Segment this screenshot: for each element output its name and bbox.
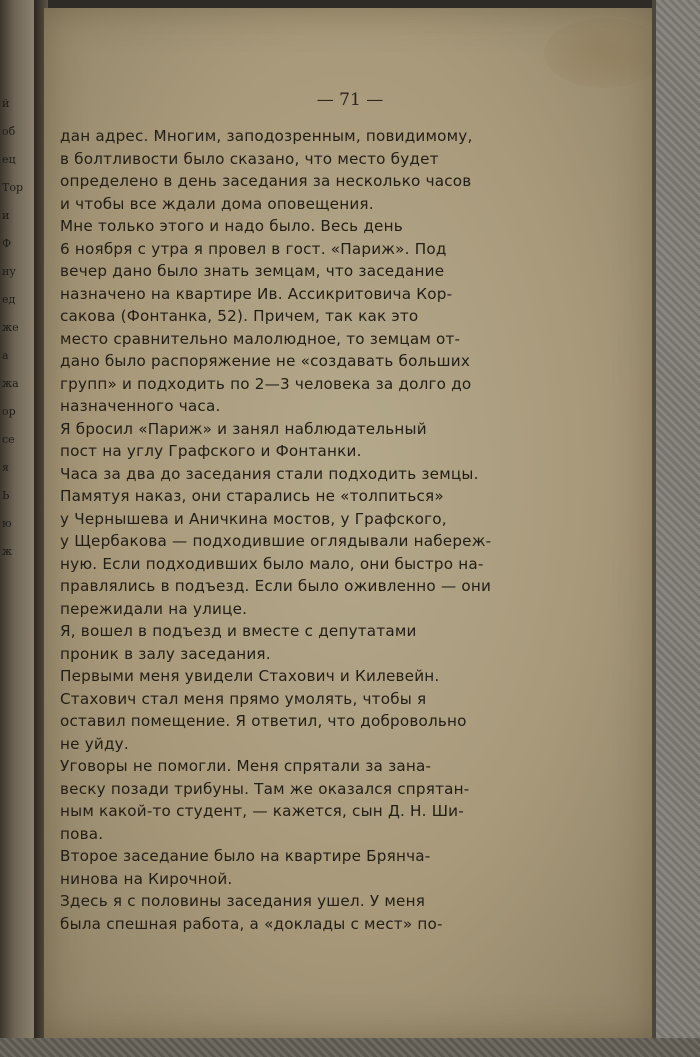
- left-page-fragment: Ь: [2, 489, 10, 502]
- text-line: Мне только этого и надо было. Весь день: [60, 217, 403, 235]
- left-page-fragment: Тор: [2, 181, 24, 194]
- left-page-fragment: и: [2, 209, 10, 222]
- text-line: определено в день заседания за несколько часов: [60, 172, 472, 190]
- left-page-fragment: я: [2, 461, 9, 474]
- book-cover-cloth: [656, 0, 700, 1057]
- text-line: ным какой-то студент, — кажется, сын Д. Н. Ши-: [60, 802, 464, 820]
- body-text: [60, 125, 540, 935]
- text-line: Стахович стал меня прямо умолять, чтобы я: [60, 689, 427, 708]
- left-page-fragment: ор: [2, 405, 16, 418]
- text-line: в болтливости было сказано, что место будет: [60, 149, 439, 168]
- text-line: дано было распоряжение не «создавать больших: [60, 352, 471, 370]
- text-line: пережидали на улице.: [60, 599, 248, 618]
- text-line: у Щербакова — подходившие оглядывали набереж-: [60, 532, 492, 550]
- text-line: Я, вошел в подъезд и вместе с депутатами: [60, 622, 417, 640]
- text-line: назначено на квартире Ив. Ассикритовича Кор-: [60, 284, 453, 303]
- left-page-fragment: й: [2, 97, 10, 110]
- left-page-fragment: ю: [2, 517, 12, 530]
- text-line: Второе заседание было на квартире Брянча-: [60, 847, 431, 865]
- text-line: групп» и подходить по 2—3 человека за долго до: [60, 374, 472, 393]
- left-page-text-fragments: [2, 90, 28, 750]
- text-line: сакова (Фонтанка, 52). Причем, так как это: [60, 307, 419, 325]
- text-line: ную. Если подходивших было мало, они быстро на-: [60, 554, 484, 573]
- text-line: оставил помещение. Я ответил, что добровольно: [60, 712, 467, 730]
- text-line: 6 ноября с утра я провел в гост. «Париж». Под: [60, 239, 447, 258]
- page-number: — 71 —: [316, 90, 384, 110]
- left-page-fragment: ну: [2, 265, 16, 278]
- text-line: Памятуя наказ, они старались не «толпиться»: [60, 487, 444, 505]
- text-line: Уговоры не помогли. Меня спрятали за зана-: [60, 757, 432, 775]
- text-line: Здесь я с половины заседания ушел. У меня: [60, 892, 426, 910]
- left-page-fragment: ед: [2, 293, 16, 306]
- text-line: место сравнительно малолюдное, то земцам от-: [60, 329, 461, 348]
- text-line: не уйду.: [60, 734, 129, 753]
- text-line: дан адрес. Многим, заподозренным, повидимому,: [60, 127, 473, 145]
- left-page-fragment: же: [2, 321, 19, 334]
- text-line: пова.: [60, 824, 104, 843]
- text-line: Первыми меня увидели Стахович и Килевейн.: [60, 667, 440, 685]
- left-page-fragment: Ф: [2, 237, 12, 250]
- text-line: была спешная работа, а «доклады с мест» по-: [60, 914, 443, 933]
- page-stain: [544, 18, 664, 88]
- text-line: веску позади трибуны. Там же оказался спрятан-: [60, 779, 470, 798]
- text-line: проник в залу заседания.: [60, 644, 271, 663]
- text-line: нинова на Кирочной.: [60, 869, 233, 888]
- text-line: пост на углу Графского и Фонтанки.: [60, 442, 362, 460]
- text-line: вечер дано было знать земцам, что заседание: [60, 262, 445, 280]
- left-page-fragment: а: [2, 349, 9, 362]
- text-line: правлялись в подъезд. Если было оживленно — они: [60, 577, 492, 595]
- left-page-fragment: ец: [2, 153, 16, 166]
- text-line: и чтобы все ждали дома оповещения.: [60, 194, 374, 213]
- text-line: назначенного часа.: [60, 397, 221, 415]
- text-line: у Чернышева и Аничкина мостов, у Графского,: [60, 509, 447, 528]
- left-page-fragment: се: [2, 433, 15, 446]
- left-page-fragment: жа: [2, 377, 19, 390]
- left-page-fragment: об: [2, 125, 16, 138]
- left-page-fragment: ж: [2, 545, 13, 558]
- left-page-edge: [0, 0, 36, 1057]
- bottom-cover-cloth: [0, 1038, 700, 1057]
- text-line: Я бросил «Париж» и занял наблюдательный: [60, 419, 427, 438]
- text-line: Часа за два до заседания стали подходить земцы.: [60, 464, 479, 483]
